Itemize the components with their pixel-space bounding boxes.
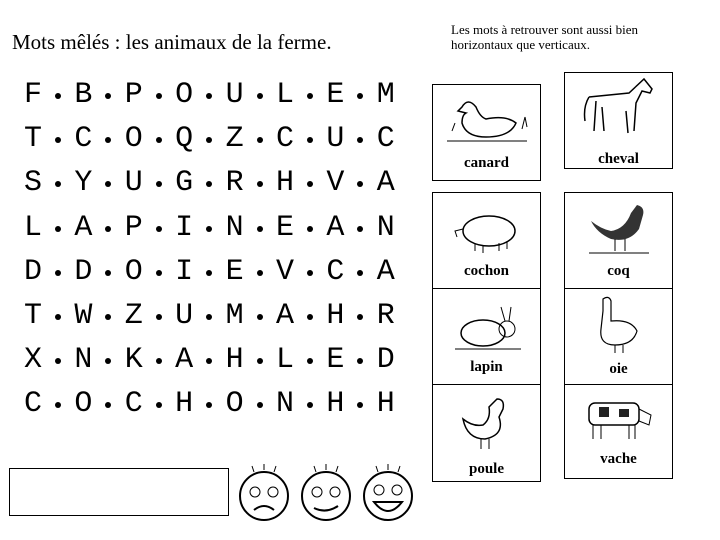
grid-letter[interactable]: E (275, 210, 294, 245)
grid-letter[interactable]: G (175, 166, 194, 201)
sad-face-icon[interactable] (234, 462, 294, 526)
grid-letter[interactable]: M (376, 78, 395, 112)
separator-dot (206, 181, 212, 187)
grid-letter[interactable]: U (225, 78, 244, 112)
grid-letter[interactable]: L (23, 210, 42, 245)
grid-letter[interactable]: L (275, 78, 294, 112)
horse-icon (574, 77, 664, 137)
grid-letter[interactable]: R (376, 299, 395, 333)
card-poule (432, 384, 541, 482)
label-oie: oie (609, 361, 628, 377)
grid-letter[interactable]: E (326, 343, 345, 378)
grid-letter[interactable]: C (275, 122, 294, 157)
grid-letter[interactable]: C (376, 122, 395, 157)
separator-dot (105, 93, 111, 99)
label-lapin: lapin (470, 359, 503, 375)
separator-dot (156, 358, 162, 364)
happy-face-icon[interactable] (358, 462, 418, 526)
separator-dot (206, 93, 212, 99)
separator-dot (307, 93, 313, 99)
grid-letter[interactable]: U (124, 166, 143, 201)
separator-dot (105, 270, 111, 276)
grid-letter[interactable]: M (225, 299, 244, 333)
label-cheval: cheval (598, 151, 639, 167)
separator-dot (105, 226, 111, 232)
grid-letter[interactable]: L (275, 343, 294, 378)
separator-dot (105, 358, 111, 364)
separator-dot (307, 358, 313, 364)
grid-letter[interactable]: C (124, 387, 143, 422)
grid-letter[interactable]: E (225, 254, 244, 289)
grid-letter[interactable]: B (74, 78, 93, 112)
grid-letter[interactable]: C (23, 387, 42, 422)
separator-dot (206, 314, 212, 320)
separator-dot (206, 270, 212, 276)
card-canard (432, 84, 541, 181)
grid-letter[interactable]: P (124, 78, 143, 112)
grid-letter[interactable]: K (124, 343, 143, 378)
separator-dot (55, 402, 61, 408)
separator-dot (55, 270, 61, 276)
separator-dot (206, 226, 212, 232)
separator-dot (206, 358, 212, 364)
grid-letter[interactable]: C (326, 254, 345, 289)
grid-letter[interactable]: U (326, 122, 345, 157)
goose-icon (589, 293, 649, 357)
separator-dot (257, 402, 263, 408)
grid-letter[interactable]: A (376, 254, 395, 289)
grid-letter[interactable]: O (225, 387, 244, 422)
separator-dot (206, 137, 212, 143)
grid-letter[interactable]: H (175, 387, 194, 422)
grid-letter[interactable]: U (175, 299, 194, 333)
grid-letter[interactable]: O (175, 78, 194, 112)
grid-letter[interactable]: N (74, 343, 93, 378)
separator-dot (55, 181, 61, 187)
grid-letter[interactable]: H (225, 343, 244, 378)
separator-dot (257, 314, 263, 320)
grid-letter[interactable]: Y (74, 166, 93, 201)
grid-letter[interactable]: C (74, 122, 93, 157)
separator-dot (357, 226, 363, 232)
separator-dot (105, 402, 111, 408)
separator-dot (257, 226, 263, 232)
label-cochon: cochon (464, 263, 509, 279)
separator-dot (257, 270, 263, 276)
grid-letter[interactable]: T (23, 299, 42, 333)
rabbit-icon (447, 305, 527, 355)
grid-letter[interactable]: A (275, 299, 294, 333)
grid-letter[interactable]: O (74, 387, 93, 422)
separator-dot (357, 358, 363, 364)
grid-letter[interactable]: N (376, 210, 395, 245)
separator-dot (156, 137, 162, 143)
separator-dot (55, 226, 61, 232)
separator-dot (357, 314, 363, 320)
separator-dot (156, 402, 162, 408)
neutral-face-icon[interactable] (296, 462, 356, 526)
pig-icon (447, 207, 527, 257)
separator-dot (357, 93, 363, 99)
grid-letter[interactable]: A (175, 343, 194, 378)
grid-letter[interactable]: X (23, 343, 42, 378)
grid-letter[interactable]: H (326, 299, 345, 333)
separator-dot (257, 358, 263, 364)
grid-letter[interactable]: N (225, 210, 244, 245)
label-coq: coq (607, 263, 630, 279)
separator-dot (307, 181, 313, 187)
answer-box[interactable] (9, 468, 229, 516)
grid-letter[interactable]: I (175, 254, 194, 289)
separator-dot (55, 93, 61, 99)
card-oie (564, 288, 673, 385)
separator-dot (156, 93, 162, 99)
label-canard: canard (464, 155, 509, 171)
separator-dot (55, 358, 61, 364)
grid-letter[interactable]: I (175, 210, 194, 245)
separator-dot (105, 314, 111, 320)
instructions: Les mots à retrouver sont aussi bien horizontaux que verticaux. (451, 22, 639, 52)
grid-letter[interactable]: R (225, 166, 244, 201)
grid-letter[interactable]: T (23, 122, 42, 157)
page-title: Mots mêlés : les animaux de la ferme. (12, 30, 332, 54)
separator-dot (357, 402, 363, 408)
grid-letter[interactable]: P (124, 210, 143, 245)
duck-icon (442, 93, 532, 148)
grid-letter[interactable]: D (74, 254, 93, 289)
grid-letter[interactable]: A (326, 210, 345, 245)
cow-icon (579, 391, 659, 447)
card-lapin (432, 288, 541, 385)
separator-dot (307, 226, 313, 232)
separator-dot (307, 402, 313, 408)
separator-dot (156, 226, 162, 232)
grid-letter[interactable]: V (326, 166, 345, 201)
separator-dot (357, 137, 363, 143)
separator-dot (357, 181, 363, 187)
separator-dot (357, 270, 363, 276)
grid-letter[interactable]: Z (225, 122, 244, 157)
separator-dot (156, 270, 162, 276)
separator-dot (307, 270, 313, 276)
grid-letter[interactable]: O (124, 122, 143, 157)
grid-letter[interactable]: S (23, 166, 42, 201)
separator-dot (206, 402, 212, 408)
grid-letter[interactable]: D (376, 343, 395, 378)
hen-icon (457, 393, 517, 453)
grid-letter[interactable]: A (74, 210, 93, 245)
separator-dot (156, 181, 162, 187)
separator-dot (156, 314, 162, 320)
card-cheval (564, 72, 673, 169)
separator-dot (55, 137, 61, 143)
separator-dot (307, 314, 313, 320)
grid-letter[interactable]: N (275, 387, 294, 422)
card-vache (564, 384, 673, 479)
label-poule: poule (468, 461, 504, 477)
grid-letter[interactable]: E (326, 78, 345, 112)
separator-dot (105, 181, 111, 187)
separator-dot (257, 137, 263, 143)
grid-letter[interactable]: A (376, 166, 395, 201)
rooster-icon (579, 199, 659, 259)
separator-dot (307, 137, 313, 143)
grid-letter[interactable]: V (275, 254, 294, 289)
grid-letter[interactable]: H (275, 166, 294, 201)
separator-dot (105, 137, 111, 143)
grid-letter[interactable]: O (124, 254, 143, 289)
separator-dot (55, 314, 61, 320)
grid-letter[interactable]: Z (124, 299, 143, 333)
separator-dot (257, 93, 263, 99)
grid-letter[interactable]: D (23, 254, 42, 289)
grid-letter[interactable]: H (376, 387, 395, 422)
grid-letter[interactable]: W (74, 299, 93, 333)
grid-letter[interactable]: H (326, 387, 345, 422)
grid-letter[interactable]: F (23, 78, 42, 112)
card-coq (564, 192, 673, 289)
label-vache: vache (600, 451, 637, 467)
card-cochon (432, 192, 541, 289)
separator-dot (257, 181, 263, 187)
grid-letter[interactable]: Q (175, 122, 194, 157)
